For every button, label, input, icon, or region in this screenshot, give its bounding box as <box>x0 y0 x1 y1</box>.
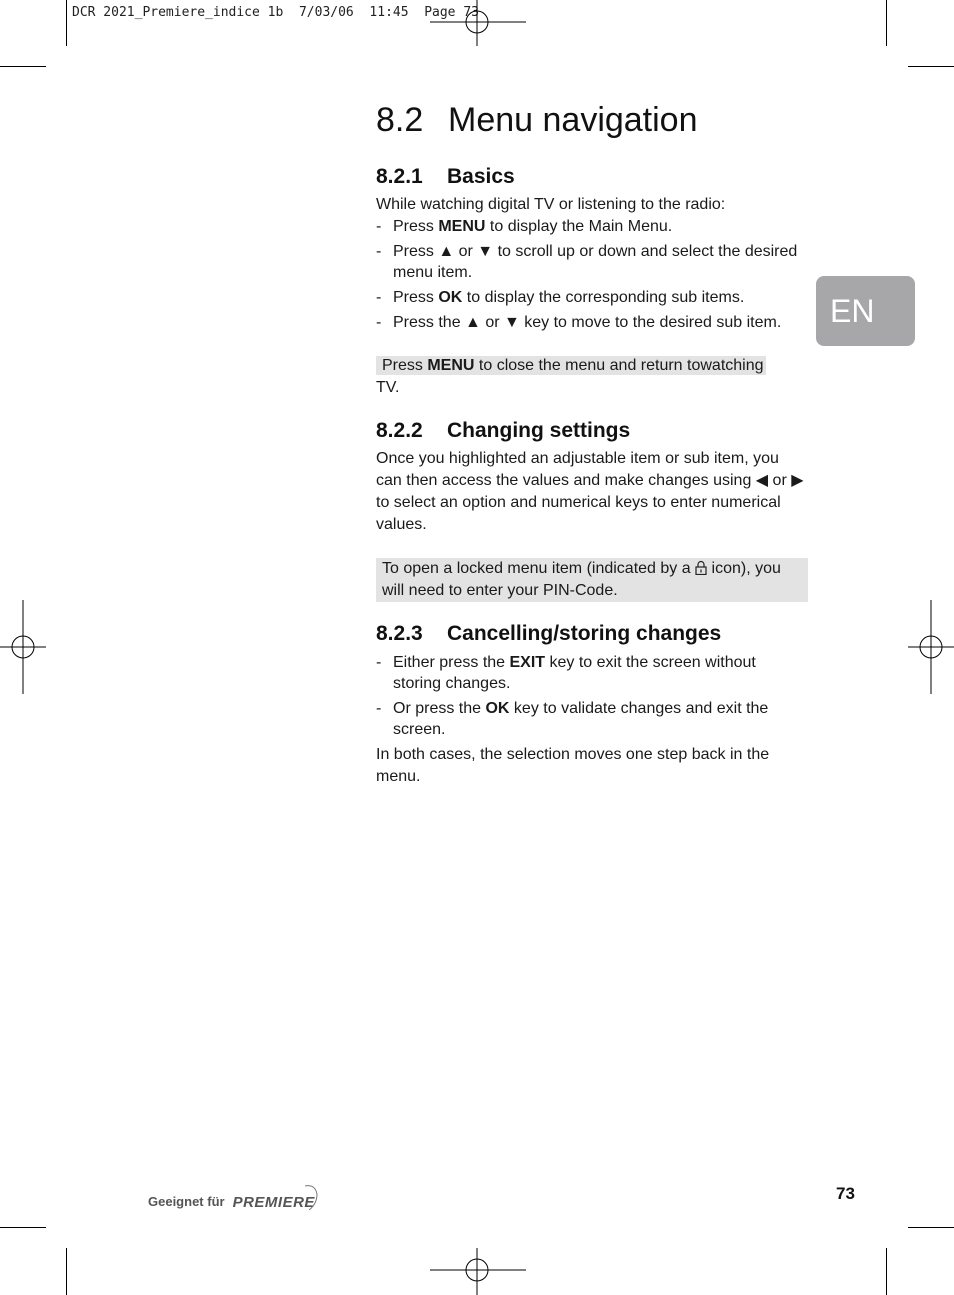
body-text: Once you highlighted an adjustable item or sub item, you can then access the values and make changes using ◀ or ▶ to select an option and numerical keys to enter numerical values. <box>376 450 804 534</box>
footer-label: Geeignet für <box>148 1194 225 1209</box>
list-item: - Press the ▲ or ▼ key to move to the desired sub item. <box>376 312 808 333</box>
note-close-menu: Press MENU to close the menu and return towatching TV. <box>376 357 764 397</box>
list-item: - Press ▲ or ▼ to scroll up or down and select the desired menu item. <box>376 241 808 283</box>
step-list <box>376 216 808 333</box>
closing-text: In both cases, the selection moves one step back in the menu. <box>376 745 770 785</box>
step-list <box>376 652 808 740</box>
title-number: 8.2 <box>376 101 424 139</box>
registration-mark-icon <box>0 600 46 694</box>
crop-mark <box>66 0 67 46</box>
brand-swoosh-icon <box>305 1180 321 1210</box>
list-item: - Press MENU to display the Main Menu. <box>376 216 808 237</box>
page-number: 73 <box>836 1184 855 1203</box>
registration-mark-icon <box>430 0 526 46</box>
main-content <box>376 100 808 788</box>
crop-mark <box>908 66 954 67</box>
crop-mark <box>886 0 887 46</box>
section-heading: 8.2.3 Cancelling/storing changes <box>376 622 722 646</box>
print-slug: DCR 2021_Premiere_indice 1b 7/03/06 11:45 Page 73 <box>72 5 479 20</box>
brand-name: PREMIERE <box>232 1194 315 1211</box>
premiere-logo <box>148 1180 321 1211</box>
list-item: - Press OK to display the corresponding sub items. <box>376 287 808 308</box>
note-locked-item: To open a locked menu item (indicated by a icon), you will need to enter your PIN-Code. <box>376 558 808 602</box>
page-title <box>376 100 808 141</box>
list-item: - Either press the EXIT key to exit the screen without storing changes. <box>376 652 808 694</box>
crop-mark <box>886 1248 887 1295</box>
crop-mark <box>66 1248 67 1295</box>
section-heading: 8.2.1 Basics <box>376 164 515 188</box>
language-tab: EN <box>816 276 915 346</box>
registration-mark-icon <box>908 600 954 694</box>
registration-mark-icon <box>430 1248 526 1295</box>
section-cancelling <box>376 620 808 787</box>
title-text: Menu navigation <box>448 101 698 139</box>
crop-mark <box>908 1227 954 1228</box>
section-heading: 8.2.2 Changing settings <box>376 419 631 443</box>
padlock-icon <box>695 560 707 575</box>
intro-text: While watching digital TV or listening to the radio: <box>376 196 726 214</box>
crop-mark <box>0 1227 46 1228</box>
crop-mark <box>0 66 46 67</box>
section-changing-settings <box>376 417 808 602</box>
list-item: - Or press the OK key to validate changes and exit the screen. <box>376 698 808 740</box>
section-basics <box>376 163 808 399</box>
